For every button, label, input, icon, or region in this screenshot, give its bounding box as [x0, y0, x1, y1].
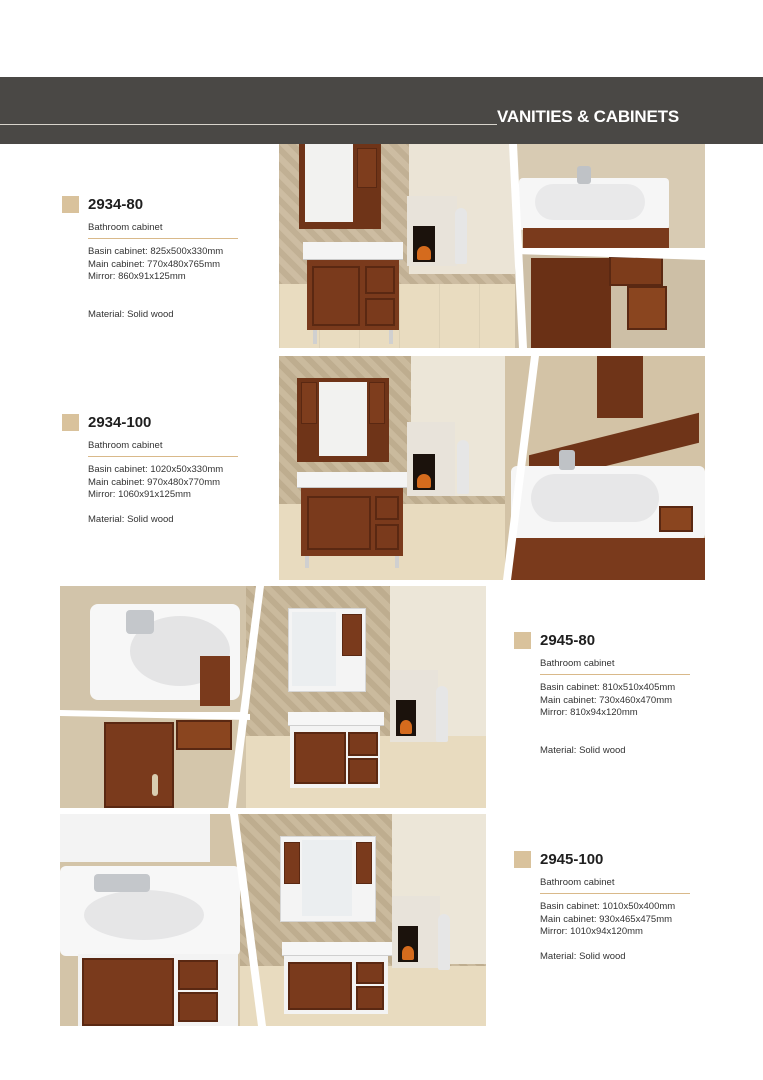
photo-group-2945-80	[60, 586, 486, 808]
photo-group-2934-80	[279, 144, 705, 348]
basin-dimension: Basin cabinet: 1020x50x330mm	[88, 464, 224, 475]
main-dimension: Main cabinet: 970x480x770mm	[88, 476, 221, 488]
main-dimension: Main cabinet: 930x465x475mm	[540, 913, 673, 925]
product-code: 2934-100	[88, 414, 152, 431]
product-2934-100	[62, 414, 252, 525]
product-2945-100	[514, 851, 704, 962]
product-type: Bathroom cabinet	[540, 877, 615, 888]
product-dimensions	[88, 246, 252, 284]
product-material: Material: Solid wood	[540, 950, 626, 962]
header-rule	[0, 124, 497, 125]
photo-group-2945-100	[60, 814, 486, 1026]
product-rule	[540, 893, 690, 894]
mirror-dimension: Mirror: 810x94x120mm	[540, 707, 638, 718]
swatch-icon	[62, 196, 79, 213]
swatch-icon	[514, 632, 531, 649]
main-dimension: Main cabinet: 730x460x470mm	[540, 694, 673, 706]
mirror-dimension: Mirror: 860x91x125mm	[88, 271, 186, 282]
product-type: Bathroom cabinet	[88, 440, 163, 451]
product-rule	[88, 456, 238, 457]
product-type: Bathroom cabinet	[540, 658, 615, 669]
product-dimensions	[540, 682, 704, 720]
product-code: 2934-80	[88, 196, 144, 213]
photo-divider	[60, 814, 486, 1026]
product-code: 2945-80	[540, 632, 596, 649]
product-material: Material: Solid wood	[88, 513, 174, 525]
photo-divider	[60, 586, 486, 808]
product-rule	[540, 674, 690, 675]
mirror-dimension: Mirror: 1060x91x125mm	[88, 489, 191, 500]
basin-dimension: Basin cabinet: 1010x50x400mm	[540, 901, 676, 912]
photo-divider	[279, 144, 705, 348]
photo-group-2934-100	[279, 356, 705, 580]
product-material: Material: Solid wood	[540, 744, 626, 756]
product-2934-80	[62, 196, 252, 320]
product-2945-80	[514, 632, 704, 756]
swatch-icon	[62, 414, 79, 431]
photo-divider	[279, 356, 705, 580]
product-material: Material: Solid wood	[88, 308, 174, 320]
basin-dimension: Basin cabinet: 825x500x330mm	[88, 246, 224, 257]
product-dimensions	[88, 464, 252, 502]
swatch-icon	[514, 851, 531, 868]
page-title: VANITIES & CABINETS	[497, 107, 679, 126]
main-dimension: Main cabinet: 770x480x765mm	[88, 258, 221, 270]
basin-dimension: Basin cabinet: 810x510x405mm	[540, 682, 676, 693]
product-code: 2945-100	[540, 851, 604, 868]
product-dimensions	[540, 901, 704, 939]
mirror-dimension: Mirror: 1010x94x120mm	[540, 926, 643, 937]
product-rule	[88, 238, 238, 239]
product-type: Bathroom cabinet	[88, 222, 163, 233]
